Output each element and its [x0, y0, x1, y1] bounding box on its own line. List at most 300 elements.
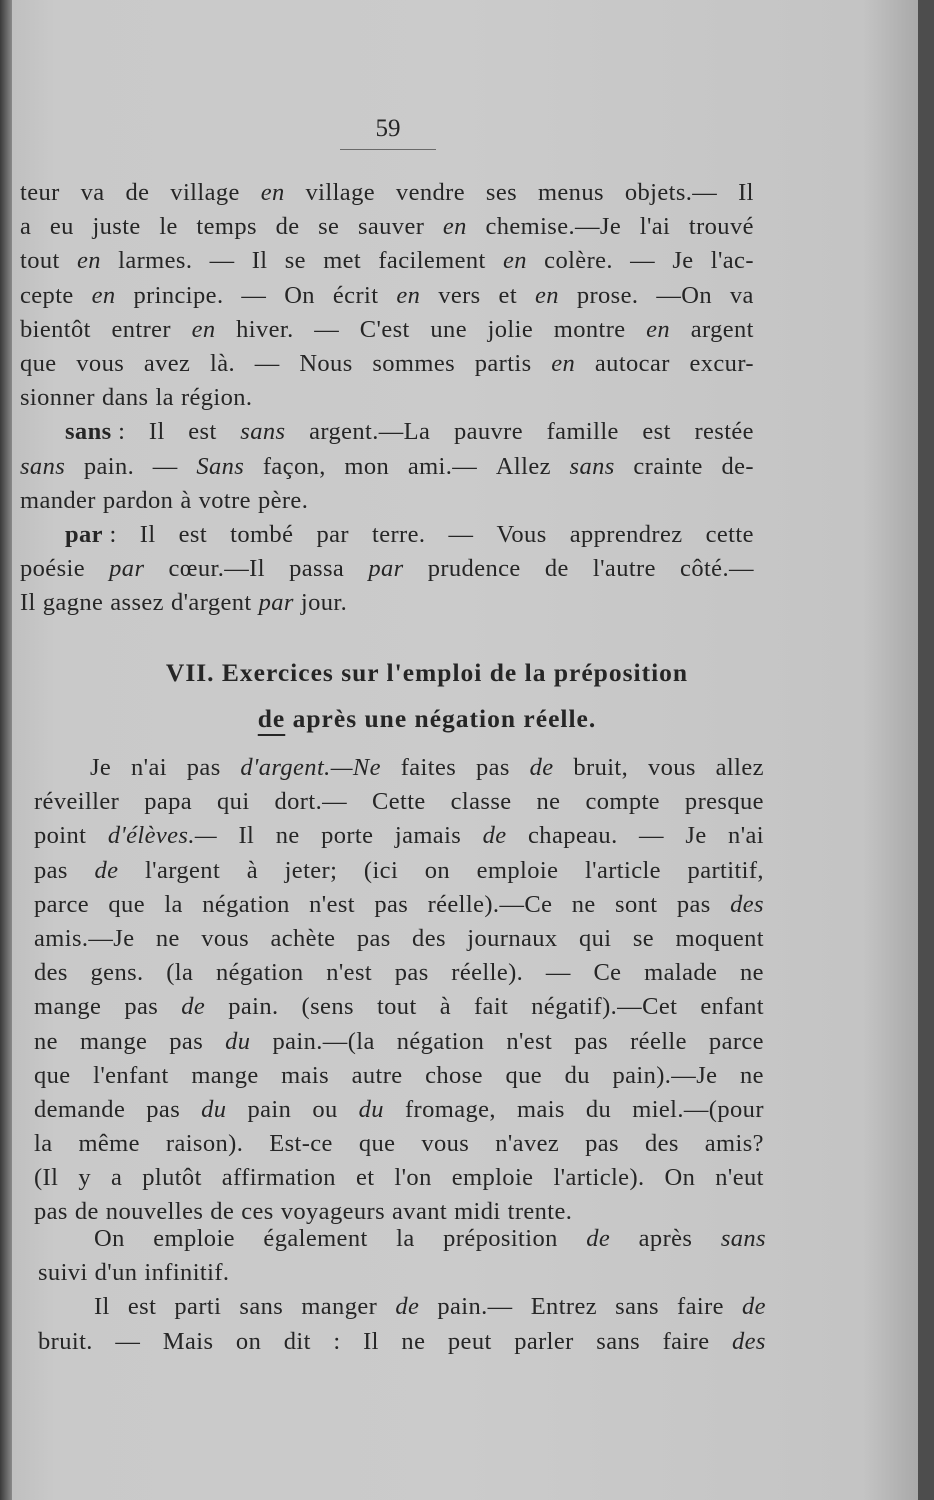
word: cette — [705, 520, 754, 548]
word: pas — [585, 1130, 619, 1158]
text-line — [34, 819, 764, 853]
word: trente. — [507, 1198, 573, 1226]
word: sauver — [357, 213, 425, 241]
word: Il — [363, 1327, 379, 1355]
word: des — [412, 924, 446, 952]
word: met — [323, 247, 362, 275]
word: qui — [217, 788, 250, 816]
word: de — [529, 754, 554, 781]
word: Je — [685, 822, 707, 850]
word: emploie — [476, 856, 559, 884]
heading-de-word: de — [257, 704, 286, 733]
word: pas — [34, 856, 68, 884]
word: Je — [90, 754, 112, 781]
word: ne — [34, 1027, 58, 1055]
sans-example-line: sans : Il est sans argent.—La pauvre famille est restée — [20, 415, 754, 449]
word: argent.—La — [309, 418, 431, 446]
word: avez — [143, 349, 191, 377]
word: en — [646, 315, 671, 343]
word: ne — [739, 1061, 764, 1089]
text-line — [38, 1256, 766, 1290]
word: chose — [425, 1061, 483, 1089]
word: en — [191, 315, 216, 343]
text-line — [34, 785, 764, 819]
word: également — [263, 1225, 368, 1252]
word: fait — [474, 993, 509, 1021]
word: — — [152, 452, 178, 480]
word: on — [424, 856, 451, 884]
word: vers — [438, 281, 481, 309]
section-heading-line2 — [20, 704, 794, 734]
word: — — [209, 247, 235, 275]
word: compte — [585, 788, 660, 816]
word: négation — [396, 1027, 485, 1055]
word: de — [181, 993, 206, 1021]
word: n'ai — [131, 754, 167, 781]
word: de — [395, 1293, 420, 1321]
word: pain — [247, 1095, 292, 1123]
page-number: 59 — [340, 113, 436, 150]
word: achète — [270, 924, 336, 952]
word: Je — [672, 247, 694, 275]
par-example-line: par : Il est tombé par terre. — Vous apprendrez cette — [20, 518, 754, 552]
page-edge-shadow — [918, 0, 934, 1500]
word: y — [78, 1164, 91, 1192]
word: à — [246, 856, 259, 884]
word: emploie — [451, 1164, 534, 1192]
word: n'est — [326, 959, 373, 987]
word: vous — [421, 1130, 470, 1158]
word: écrit — [332, 281, 379, 309]
word: même — [78, 1130, 140, 1158]
text-line — [34, 922, 764, 956]
word: réelle).—Ce — [427, 890, 553, 918]
word: faites — [400, 754, 457, 781]
word: des — [732, 1327, 766, 1355]
word: mais — [281, 1061, 330, 1089]
word: cepte — [20, 281, 74, 309]
word: pain.— — [437, 1293, 513, 1321]
word: ami.— — [407, 452, 478, 480]
word: par — [109, 555, 145, 583]
word: l'ai — [639, 213, 671, 241]
text-line — [20, 450, 754, 484]
word: point — [34, 822, 87, 850]
word: dort.— — [274, 788, 347, 816]
word: mange — [191, 1061, 259, 1089]
word: par — [258, 589, 294, 617]
word: bruit, — [573, 754, 629, 781]
word: façon, — [262, 452, 326, 480]
word: en — [534, 281, 559, 309]
text-line — [20, 176, 754, 210]
word: emploie — [153, 1225, 235, 1252]
word: principe. — [133, 281, 224, 309]
word: négation — [202, 890, 290, 918]
word: classe — [450, 788, 512, 816]
word: gagne — [42, 589, 104, 617]
word: de- — [721, 452, 754, 480]
word: Vous — [496, 520, 547, 548]
word: Il — [251, 247, 268, 275]
word: mon — [344, 452, 390, 480]
word: négatif).—Cet — [531, 993, 678, 1021]
word: du — [585, 1095, 612, 1123]
word: fromage, — [405, 1095, 496, 1123]
text-line — [20, 381, 754, 415]
word: a — [20, 213, 32, 241]
word: à — [180, 486, 192, 514]
word: en — [91, 281, 116, 309]
word: sans — [720, 1225, 766, 1252]
word: la — [34, 1130, 53, 1158]
text-line — [34, 956, 764, 990]
word: pas — [374, 890, 409, 918]
word: amis.—Je — [34, 924, 135, 952]
word: et — [498, 281, 518, 309]
section-heading: VII. Exercices sur l'emploi de la préposition — [165, 658, 689, 687]
word: chemise.—Je — [485, 213, 622, 241]
word: eu — [49, 213, 74, 241]
text-line — [34, 1093, 764, 1127]
word: raison). — [165, 1130, 244, 1158]
word: d'argent.—Ne — [240, 754, 381, 781]
word: terre. — [372, 520, 426, 548]
word: papa — [144, 788, 193, 816]
word: tout — [376, 993, 417, 1021]
text-line — [34, 1025, 764, 1059]
word: (la — [166, 959, 194, 987]
word: n'ai — [728, 822, 764, 850]
word: de — [210, 1198, 235, 1226]
word: parler — [514, 1327, 574, 1355]
word: en — [260, 179, 285, 206]
word: n'est — [506, 1027, 553, 1055]
word: enfant — [700, 993, 764, 1021]
word: mange — [79, 1027, 148, 1055]
word: ne — [401, 1327, 426, 1355]
word: en — [551, 349, 576, 377]
word: presque — [684, 788, 764, 816]
word: argent — [690, 315, 754, 343]
word: (ici — [363, 856, 399, 884]
word: ne — [571, 890, 596, 918]
text-line — [34, 1161, 764, 1195]
word: a — [110, 1164, 123, 1192]
word: sans — [569, 452, 615, 480]
text-line — [20, 210, 754, 244]
word: région. — [180, 384, 253, 412]
word: colère. — [544, 247, 613, 275]
word: du — [201, 1095, 227, 1123]
word: avant — [392, 1198, 448, 1226]
word: pain. — [228, 993, 279, 1021]
word: négation — [215, 959, 304, 987]
word: pas — [186, 754, 221, 781]
text-line — [34, 751, 764, 785]
word: midi — [454, 1198, 501, 1226]
word: suivi — [38, 1259, 88, 1287]
page-spine-shadow — [0, 0, 12, 1500]
word: des — [644, 1130, 679, 1158]
word: et — [355, 1164, 375, 1192]
word: peut — [447, 1327, 492, 1355]
word: d'argent — [170, 589, 252, 617]
word: Il — [20, 589, 36, 617]
word: que — [505, 1061, 543, 1089]
word: facilement — [378, 247, 486, 275]
text-line — [38, 1325, 766, 1359]
text-line — [34, 1127, 764, 1161]
keyword-sans: sans — [65, 418, 112, 446]
word: Est-ce — [269, 1130, 333, 1158]
word: crainte — [633, 452, 703, 480]
word: va — [729, 281, 754, 309]
word: Il — [139, 520, 156, 548]
word: jeter; — [284, 856, 338, 884]
word: l'article). — [553, 1164, 645, 1192]
word: du — [225, 1027, 251, 1055]
word: en — [396, 281, 421, 309]
word: pain. — [83, 452, 135, 480]
word: sionner — [20, 384, 95, 412]
word: sont — [615, 890, 658, 918]
word: sommes — [372, 349, 456, 377]
word: village — [305, 179, 376, 206]
word: par — [368, 555, 404, 583]
word: autre — [351, 1061, 403, 1089]
word: de — [742, 1293, 766, 1321]
word: C'est — [359, 315, 410, 343]
word: trouvé — [688, 213, 754, 241]
word: mais — [516, 1095, 565, 1123]
word: Sans — [196, 452, 245, 480]
word: se — [318, 213, 340, 241]
word: sans — [239, 1293, 284, 1321]
word: n'est — [309, 890, 355, 918]
text-line — [20, 347, 754, 381]
word: vendre — [395, 179, 465, 206]
word: ne — [155, 924, 180, 952]
word: de — [544, 555, 569, 583]
text-line — [34, 1059, 764, 1093]
word: — — [639, 822, 664, 850]
text-line — [34, 854, 764, 888]
word: pas — [394, 959, 429, 987]
word: On — [94, 1225, 125, 1252]
word: Cette — [371, 788, 426, 816]
word: pas — [34, 1198, 68, 1226]
word: va — [80, 179, 105, 206]
word: apprendrez — [569, 520, 683, 548]
word: Nous — [299, 349, 353, 377]
word: nouvelles — [105, 1198, 204, 1226]
word: réveiller — [34, 788, 120, 816]
word: temps — [196, 213, 257, 241]
word: une — [430, 315, 467, 343]
word: moquent — [675, 924, 764, 952]
word: journaux — [467, 924, 558, 952]
word: pas — [169, 1027, 204, 1055]
word: l'on — [394, 1164, 432, 1192]
text-line — [38, 1290, 766, 1324]
word: après — [638, 1225, 693, 1252]
word: parce — [34, 890, 90, 918]
word: côté.— — [680, 555, 754, 583]
word: Ce — [593, 959, 622, 987]
word: partis — [474, 349, 532, 377]
text-line — [20, 244, 754, 278]
word: parce — [708, 1027, 764, 1055]
word: est — [178, 520, 208, 548]
word: objets.— — [624, 179, 718, 206]
word: On — [284, 281, 315, 309]
word: la — [164, 890, 183, 918]
word: pauvre — [453, 418, 523, 446]
paragraph-en-examples — [20, 176, 754, 620]
word: des — [730, 890, 764, 918]
word: allez — [715, 754, 764, 781]
word: entrer — [111, 315, 171, 343]
word: Il — [148, 418, 165, 446]
word: amis? — [704, 1130, 764, 1158]
word: de — [275, 213, 300, 241]
word: vous — [647, 754, 696, 781]
word: de — [94, 856, 119, 884]
word: On — [664, 1164, 696, 1192]
word: Mais — [162, 1327, 214, 1355]
word: vous — [201, 924, 250, 952]
word: — — [115, 1327, 141, 1355]
word: pas — [146, 1095, 181, 1123]
word: en — [76, 247, 101, 275]
word: — — [241, 281, 267, 309]
word: des — [34, 959, 68, 987]
word: que — [20, 349, 57, 377]
word: ses — [485, 179, 518, 206]
word: sans — [240, 418, 286, 446]
word: de — [586, 1225, 611, 1252]
word: gens. — [90, 959, 144, 987]
paragraph-sans-infinitif — [38, 1222, 766, 1359]
text-line — [20, 279, 754, 313]
word: famille — [546, 418, 619, 446]
word: passa — [289, 555, 345, 583]
word: autocar — [594, 349, 670, 377]
word: — — [314, 315, 340, 343]
word: pas — [356, 924, 391, 952]
word: village — [170, 179, 240, 206]
word: juste — [92, 213, 141, 241]
word: jolie — [487, 315, 534, 343]
word: de — [482, 822, 507, 850]
word: de — [74, 1198, 99, 1226]
word: assez — [110, 589, 164, 617]
word: infinitif. — [144, 1259, 230, 1287]
word: que — [34, 1061, 71, 1089]
word: partitif, — [687, 856, 764, 884]
word: voyageurs — [280, 1198, 386, 1226]
word: pardon — [102, 486, 174, 514]
word: menus — [537, 179, 604, 206]
word: le — [159, 213, 178, 241]
word: faire — [662, 1327, 710, 1355]
text-line — [34, 888, 764, 922]
word: chapeau. — [528, 822, 618, 850]
word: demande — [34, 1095, 126, 1123]
word: prudence — [427, 555, 521, 583]
word: se — [284, 247, 306, 275]
word: pas — [124, 993, 159, 1021]
word: par — [316, 520, 349, 548]
word: sans — [615, 1293, 659, 1321]
word: —On — [656, 281, 712, 309]
text-line — [20, 586, 754, 620]
word: bientôt — [20, 315, 91, 343]
word: ne — [536, 788, 561, 816]
word: — — [545, 959, 571, 987]
word: Il — [738, 179, 754, 206]
word: l'ac- — [710, 247, 754, 275]
word: réelle — [630, 1027, 687, 1055]
word: dit — [283, 1327, 311, 1355]
word: à — [439, 993, 451, 1021]
paragraph-de-examples — [34, 751, 764, 1230]
word: là. — [210, 349, 236, 377]
word: père. — [257, 486, 309, 514]
word: pas — [475, 754, 510, 781]
word: — — [630, 247, 656, 275]
word: faire — [677, 1293, 724, 1321]
word: ou — [312, 1095, 338, 1123]
word: réelle). — [451, 959, 524, 987]
text-line — [20, 313, 754, 347]
word: poésie — [20, 555, 85, 583]
word: qui — [578, 924, 612, 952]
word: mange — [34, 993, 102, 1021]
word: que — [108, 890, 145, 918]
word: tout — [20, 247, 60, 275]
word: la — [155, 384, 174, 412]
heading-rest: après une négation réelle. — [292, 704, 597, 733]
word: Allez — [495, 452, 551, 480]
word: sans — [596, 1327, 641, 1355]
word: miel.—(pour — [632, 1095, 764, 1123]
word: l'autre — [592, 555, 656, 583]
word: affirmation — [221, 1164, 336, 1192]
word: ces — [241, 1198, 274, 1226]
word: prose. — [576, 281, 639, 309]
word: est — [188, 418, 217, 446]
word: la — [396, 1225, 415, 1252]
word: hiver. — [236, 315, 294, 343]
word: Il — [238, 822, 255, 850]
word: parti — [174, 1293, 222, 1321]
word: vous — [76, 349, 125, 377]
word: cœur.—Il — [168, 555, 265, 583]
word: jour. — [300, 589, 348, 617]
text-line — [20, 484, 754, 518]
word: en — [442, 213, 467, 241]
word: on — [235, 1327, 262, 1355]
word: de — [125, 179, 150, 206]
word: sans — [20, 452, 66, 480]
word: (Il — [34, 1164, 59, 1192]
word: — — [254, 349, 280, 377]
word: bruit. — [38, 1327, 93, 1355]
word: — — [448, 520, 474, 548]
word: en — [503, 247, 527, 275]
